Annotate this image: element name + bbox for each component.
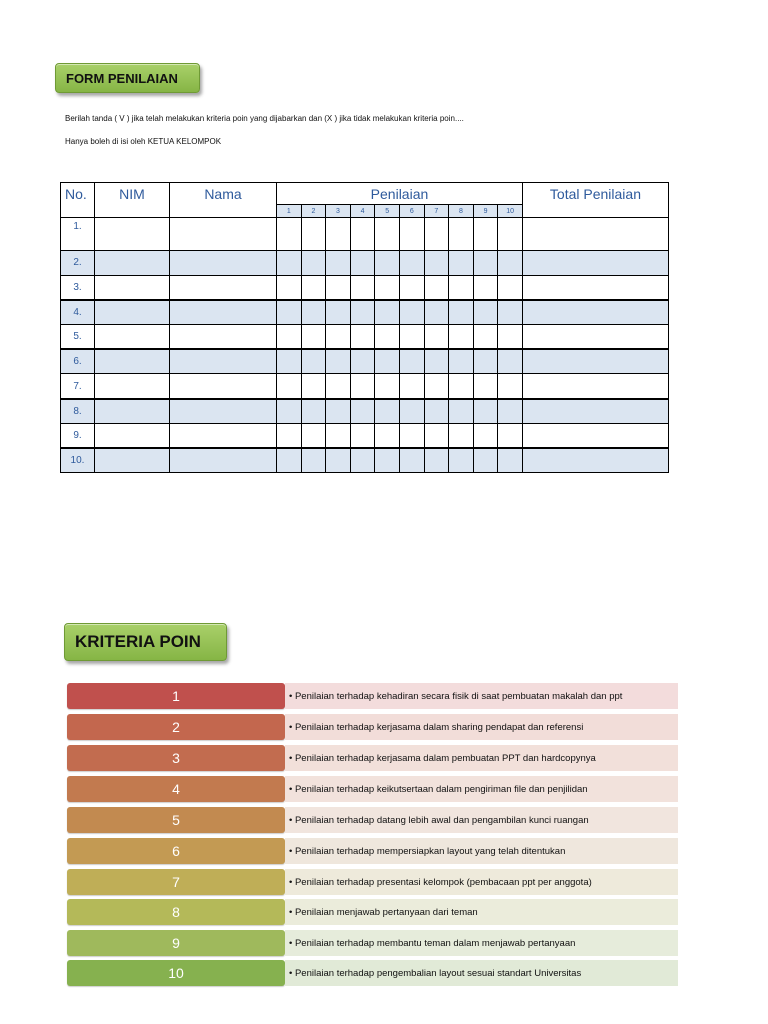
criterion-cell-3[interactable] xyxy=(326,423,351,448)
criterion-cell-3[interactable] xyxy=(326,325,351,350)
criterion-cell-6[interactable] xyxy=(399,300,424,325)
criterion-cell-7[interactable] xyxy=(424,300,449,325)
kriteria-description: • Penilaian terhadap kehadiran secara fisik di saat pembuatan makalah dan ppt xyxy=(285,683,678,709)
criterion-cell-7[interactable] xyxy=(424,325,449,350)
criterion-cell-1[interactable] xyxy=(277,218,302,251)
criterion-cell-5[interactable] xyxy=(375,251,400,276)
total-cell[interactable] xyxy=(522,300,668,325)
total-cell[interactable] xyxy=(522,275,668,300)
criterion-cell-6[interactable] xyxy=(399,218,424,251)
kriteria-title: KRITERIA POIN xyxy=(75,632,201,651)
total-cell[interactable] xyxy=(522,218,668,251)
criterion-cell-5[interactable] xyxy=(375,423,400,448)
criterion-cell-2[interactable] xyxy=(301,448,326,473)
nama-cell[interactable] xyxy=(170,423,277,448)
criterion-cell-3[interactable] xyxy=(326,448,351,473)
kriteria-description: • Penilaian terhadap kerjasama dalam sharing pendapat dan referensi xyxy=(285,714,678,740)
total-cell[interactable] xyxy=(522,325,668,350)
criterion-cell-6[interactable] xyxy=(399,423,424,448)
criterion-cell-7[interactable] xyxy=(424,251,449,276)
criterion-cell-4[interactable] xyxy=(350,275,375,300)
nama-cell[interactable] xyxy=(170,275,277,300)
criterion-cell-8[interactable] xyxy=(449,325,474,350)
header-criterion-5: 5 xyxy=(375,205,400,218)
nim-cell[interactable] xyxy=(95,374,170,399)
criterion-cell-10[interactable] xyxy=(498,218,523,251)
nim-cell[interactable] xyxy=(95,218,170,251)
header-nim: NIM xyxy=(95,183,170,218)
criterion-cell-2[interactable] xyxy=(301,423,326,448)
criterion-cell-4[interactable] xyxy=(350,399,375,424)
kriteria-number: 1 xyxy=(67,683,285,709)
criterion-cell-9[interactable] xyxy=(473,218,498,251)
criterion-cell-4[interactable] xyxy=(350,423,375,448)
criterion-cell-3[interactable] xyxy=(326,218,351,251)
criterion-cell-8[interactable] xyxy=(449,423,474,448)
criterion-cell-10[interactable] xyxy=(498,374,523,399)
table-row xyxy=(61,275,669,300)
table-row xyxy=(61,218,669,251)
instruction-note: Hanya boleh di isi oleh KETUA KELOMPOK xyxy=(65,137,222,146)
total-cell[interactable] xyxy=(522,399,668,424)
kriteria-number: 3 xyxy=(67,745,285,771)
header-nama: Nama xyxy=(170,183,277,218)
criterion-cell-5[interactable] xyxy=(375,218,400,251)
criterion-cell-6[interactable] xyxy=(399,374,424,399)
criterion-cell-10[interactable] xyxy=(498,251,523,276)
nama-cell[interactable] xyxy=(170,325,277,350)
criterion-cell-5[interactable] xyxy=(375,325,400,350)
table-row xyxy=(61,423,669,448)
nim-cell[interactable] xyxy=(95,325,170,350)
header-penilaian: Penilaian xyxy=(277,183,523,205)
nim-cell[interactable] xyxy=(95,349,170,374)
criterion-cell-6[interactable] xyxy=(399,325,424,350)
total-cell[interactable] xyxy=(522,448,668,473)
criterion-cell-2[interactable] xyxy=(301,399,326,424)
criterion-cell-2[interactable] xyxy=(301,251,326,276)
kriteria-description: • Penilaian terhadap kerjasama dalam pembuatan PPT dan hardcopynya xyxy=(285,745,678,771)
header-criterion-7: 7 xyxy=(424,205,449,218)
table-row xyxy=(61,325,669,350)
criterion-cell-2[interactable] xyxy=(301,218,326,251)
criterion-cell-4[interactable] xyxy=(350,251,375,276)
criterion-cell-1[interactable] xyxy=(277,423,302,448)
criterion-cell-3[interactable] xyxy=(326,399,351,424)
header-criterion-10: 10 xyxy=(498,205,523,218)
criterion-cell-5[interactable] xyxy=(375,275,400,300)
nim-cell[interactable] xyxy=(95,423,170,448)
criterion-cell-7[interactable] xyxy=(424,423,449,448)
criterion-cell-8[interactable] xyxy=(449,300,474,325)
row-number: 2. xyxy=(61,251,95,276)
header-criterion-8: 8 xyxy=(449,205,474,218)
table-row xyxy=(61,374,669,399)
criterion-cell-6[interactable] xyxy=(399,349,424,374)
kriteria-number: 10 xyxy=(67,960,285,986)
criterion-cell-6[interactable] xyxy=(399,448,424,473)
instruction-text: Berilah tanda ( V ) jika telah melakukan kriteria poin yang dijabarkan dan (X ) jika tidak melakukan kriteria poin.... xyxy=(65,114,464,123)
row-number: 6. xyxy=(61,349,95,374)
criterion-cell-7[interactable] xyxy=(424,275,449,300)
criterion-cell-7[interactable] xyxy=(424,399,449,424)
criterion-cell-5[interactable] xyxy=(375,300,400,325)
criterion-cell-7[interactable] xyxy=(424,218,449,251)
row-number: 5. xyxy=(61,325,95,350)
criterion-cell-3[interactable] xyxy=(326,251,351,276)
nama-cell[interactable] xyxy=(170,251,277,276)
criterion-cell-9[interactable] xyxy=(473,374,498,399)
criterion-cell-1[interactable] xyxy=(277,399,302,424)
criterion-cell-9[interactable] xyxy=(473,251,498,276)
criterion-cell-8[interactable] xyxy=(449,275,474,300)
header-criterion-1: 1 xyxy=(277,205,302,218)
nama-cell[interactable] xyxy=(170,399,277,424)
criterion-cell-9[interactable] xyxy=(473,325,498,350)
criterion-cell-1[interactable] xyxy=(277,448,302,473)
nama-cell[interactable] xyxy=(170,448,277,473)
nim-cell[interactable] xyxy=(95,300,170,325)
nama-cell[interactable] xyxy=(170,374,277,399)
nama-cell[interactable] xyxy=(170,300,277,325)
table-row xyxy=(61,448,669,473)
kriteria-description: • Penilaian terhadap datang lebih awal dan pengambilan kunci ruangan xyxy=(285,807,678,833)
row-number: 3. xyxy=(61,275,95,300)
criterion-cell-8[interactable] xyxy=(449,399,474,424)
criterion-cell-6[interactable] xyxy=(399,275,424,300)
table-row xyxy=(61,399,669,424)
total-cell[interactable] xyxy=(522,349,668,374)
criterion-cell-8[interactable] xyxy=(449,251,474,276)
criterion-cell-10[interactable] xyxy=(498,399,523,424)
criterion-cell-7[interactable] xyxy=(424,448,449,473)
header-criterion-4: 4 xyxy=(350,205,375,218)
kriteria-number: 6 xyxy=(67,838,285,864)
criterion-cell-2[interactable] xyxy=(301,349,326,374)
criterion-cell-1[interactable] xyxy=(277,275,302,300)
criterion-cell-4[interactable] xyxy=(350,325,375,350)
kriteria-description: • Penilaian menjawab pertanyaan dari teman xyxy=(285,899,678,925)
criterion-cell-10[interactable] xyxy=(498,275,523,300)
total-cell[interactable] xyxy=(522,423,668,448)
criterion-cell-4[interactable] xyxy=(350,300,375,325)
kriteria-description: • Penilaian terhadap keikutsertaan dalam pengiriman file dan penjilidan xyxy=(285,776,678,802)
kriteria-number: 2 xyxy=(67,714,285,740)
criterion-cell-7[interactable] xyxy=(424,349,449,374)
row-number: 10. xyxy=(61,448,95,473)
nim-cell[interactable] xyxy=(95,275,170,300)
criterion-cell-8[interactable] xyxy=(449,349,474,374)
kriteria-description: • Penilaian terhadap presentasi kelompok (pembacaan ppt per anggota) xyxy=(285,869,678,895)
criterion-cell-2[interactable] xyxy=(301,275,326,300)
criterion-cell-7[interactable] xyxy=(424,374,449,399)
criterion-cell-9[interactable] xyxy=(473,300,498,325)
table-row xyxy=(61,349,669,374)
table-row xyxy=(61,300,669,325)
header-criterion-9: 9 xyxy=(473,205,498,218)
assessment-table xyxy=(60,182,669,473)
kriteria-description: • Penilaian terhadap membantu teman dalam menjawab pertanyaan xyxy=(285,930,678,956)
nama-cell[interactable] xyxy=(170,218,277,251)
criterion-cell-6[interactable] xyxy=(399,251,424,276)
criterion-cell-9[interactable] xyxy=(473,349,498,374)
kriteria-title-badge xyxy=(64,623,227,661)
criterion-cell-10[interactable] xyxy=(498,325,523,350)
criterion-cell-9[interactable] xyxy=(473,448,498,473)
criterion-cell-8[interactable] xyxy=(449,374,474,399)
total-cell[interactable] xyxy=(522,374,668,399)
criterion-cell-9[interactable] xyxy=(473,275,498,300)
criterion-cell-1[interactable] xyxy=(277,300,302,325)
criterion-cell-10[interactable] xyxy=(498,349,523,374)
header-total: Total Penilaian xyxy=(522,183,668,218)
criterion-cell-4[interactable] xyxy=(350,349,375,374)
kriteria-description: • Penilaian terhadap mempersiapkan layout yang telah ditentukan xyxy=(285,838,678,864)
criterion-cell-5[interactable] xyxy=(375,448,400,473)
kriteria-description: • Penilaian terhadap pengembalian layout sesuai standart Universitas xyxy=(285,960,678,986)
nim-cell[interactable] xyxy=(95,448,170,473)
form-title: FORM PENILAIAN xyxy=(66,70,178,86)
criterion-cell-1[interactable] xyxy=(277,374,302,399)
row-number: 1. xyxy=(61,218,95,251)
criterion-cell-3[interactable] xyxy=(326,300,351,325)
criterion-cell-5[interactable] xyxy=(375,374,400,399)
criterion-cell-1[interactable] xyxy=(277,251,302,276)
criterion-cell-8[interactable] xyxy=(449,218,474,251)
table-row xyxy=(61,251,669,276)
header-criterion-2: 2 xyxy=(301,205,326,218)
criterion-cell-10[interactable] xyxy=(498,423,523,448)
criterion-cell-8[interactable] xyxy=(449,448,474,473)
kriteria-number: 8 xyxy=(67,899,285,925)
nim-cell[interactable] xyxy=(95,399,170,424)
kriteria-number: 5 xyxy=(67,807,285,833)
kriteria-number: 7 xyxy=(67,869,285,895)
criterion-cell-9[interactable] xyxy=(473,399,498,424)
header-criterion-3: 3 xyxy=(326,205,351,218)
criterion-cell-6[interactable] xyxy=(399,399,424,424)
criterion-cell-3[interactable] xyxy=(326,275,351,300)
row-number: 4. xyxy=(61,300,95,325)
row-number: 8. xyxy=(61,399,95,424)
criterion-cell-2[interactable] xyxy=(301,325,326,350)
row-number: 9. xyxy=(61,423,95,448)
criterion-cell-1[interactable] xyxy=(277,349,302,374)
total-cell[interactable] xyxy=(522,251,668,276)
form-title-badge xyxy=(55,63,200,93)
criterion-cell-3[interactable] xyxy=(326,374,351,399)
criterion-cell-2[interactable] xyxy=(301,374,326,399)
kriteria-number: 4 xyxy=(67,776,285,802)
kriteria-number: 9 xyxy=(67,930,285,956)
criterion-cell-3[interactable] xyxy=(326,349,351,374)
criterion-cell-10[interactable] xyxy=(498,300,523,325)
criterion-cell-10[interactable] xyxy=(498,448,523,473)
criterion-cell-5[interactable] xyxy=(375,399,400,424)
criterion-cell-4[interactable] xyxy=(350,218,375,251)
criterion-cell-4[interactable] xyxy=(350,448,375,473)
nama-cell[interactable] xyxy=(170,349,277,374)
criterion-cell-9[interactable] xyxy=(473,423,498,448)
criterion-cell-2[interactable] xyxy=(301,300,326,325)
criterion-cell-5[interactable] xyxy=(375,349,400,374)
header-no: No. xyxy=(61,183,95,218)
criterion-cell-1[interactable] xyxy=(277,325,302,350)
criterion-cell-4[interactable] xyxy=(350,374,375,399)
nim-cell[interactable] xyxy=(95,251,170,276)
row-number: 7. xyxy=(61,374,95,399)
header-criterion-6: 6 xyxy=(399,205,424,218)
